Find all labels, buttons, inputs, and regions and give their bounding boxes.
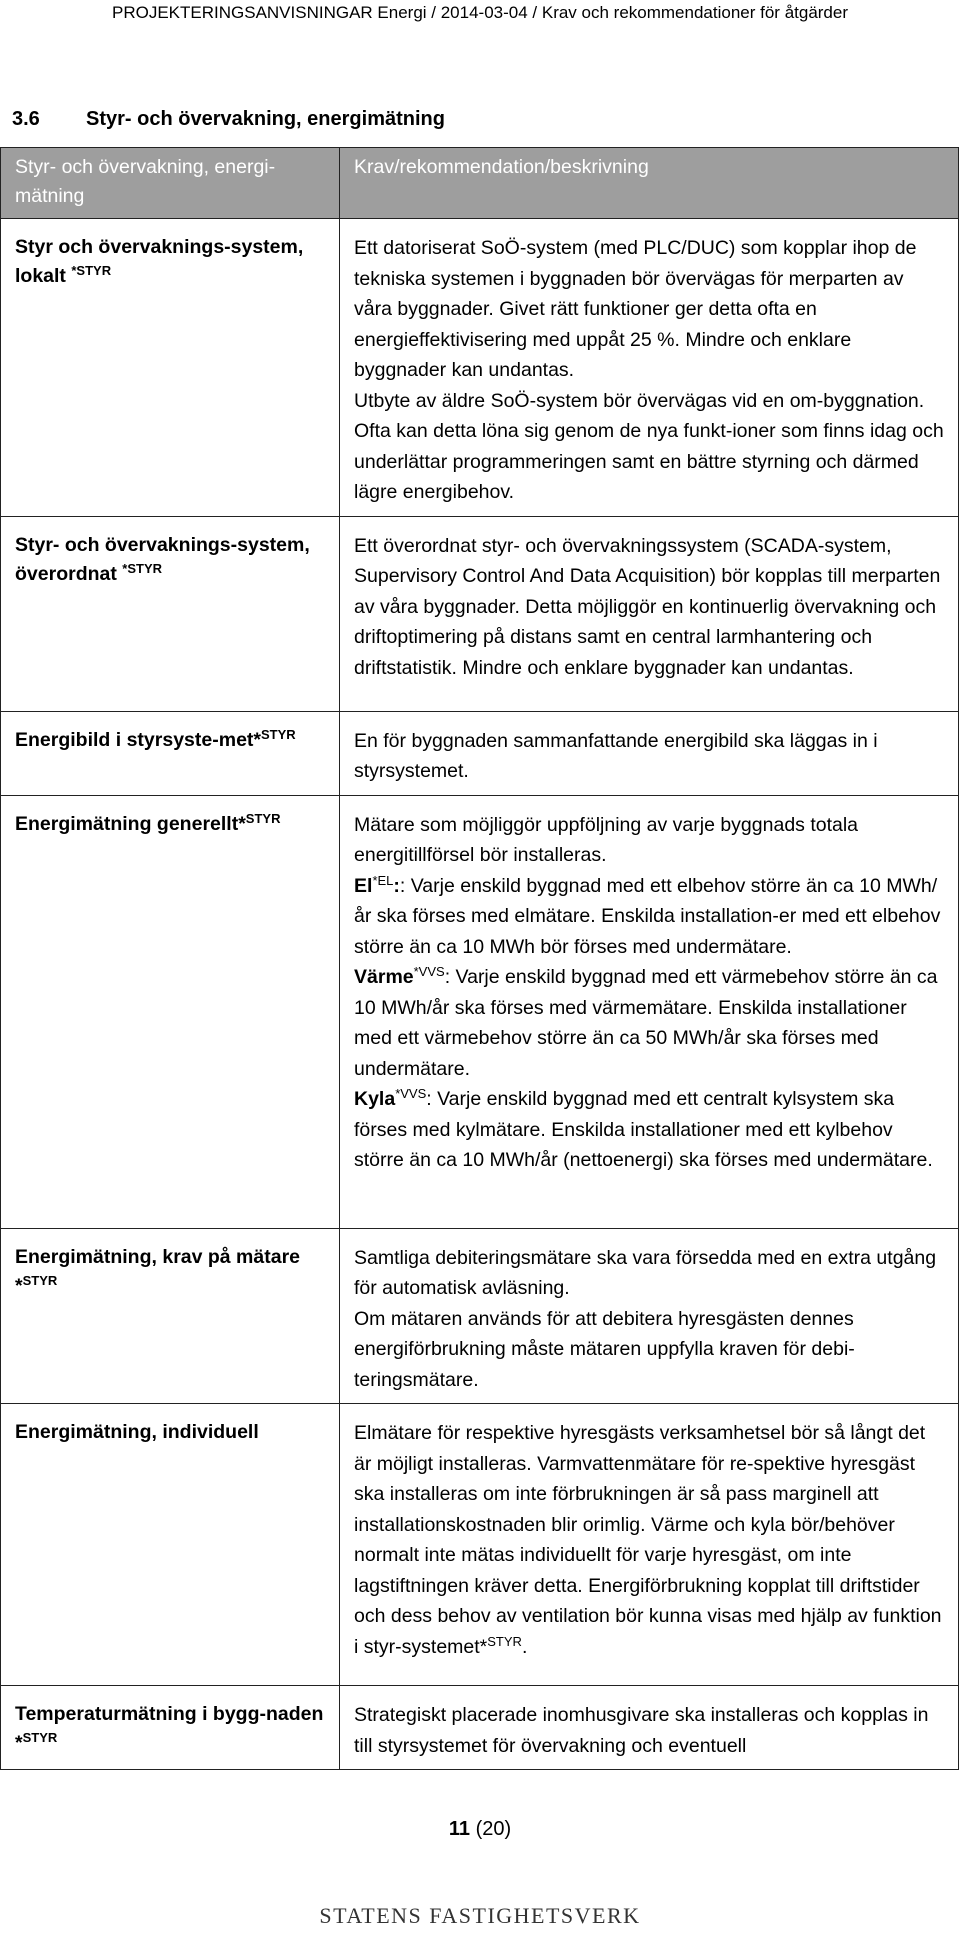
section-number: 3.6 xyxy=(12,108,40,130)
row-label: Temperaturmätning i bygg-naden *$^{STYR}$ xyxy=(1,1686,340,1770)
row-description: Ett överordnat styr- och övervakningssystem (SCADA-system, Supervisory Control And Data Acquisition) bör kopplas till merparten av våra byggnader. Detta möjliggör en kontinuerlig övervakning och driftoptimering på distans samt en central larmhantering och driftstatistik. Mindre och enklare byggnader kan undantas. xyxy=(340,516,959,711)
col2-header: Krav/rekommendation/beskrivning xyxy=(340,148,959,219)
label-sup: STYR xyxy=(245,810,281,826)
table-row xyxy=(1,711,959,795)
row-description: Samtliga debiteringsmätare ska vara försedda med en extra utgång för automatisk avläsning. Om mätaren används för att debitera hyresgästen dennes energiförbrukning måste mätaren uppfylla kraven för debi-teringsmätare. xyxy=(340,1228,959,1404)
row-label: Styr och övervaknings-system, lokalt $^{*STYR}$ xyxy=(1,219,340,517)
section-heading xyxy=(12,108,445,131)
el-text: : Varje enskild byggnad med ett elbehov större än ca 10 MWh/år ska förses med elmätare. Enskilda installation-er med ett elbehov större än ca 10 MWh bör förses med undermätare. xyxy=(354,874,941,958)
varme-text: : Varje enskild byggnad med ett värmebehov större än ca 10 MWh/år ska förses med värmemätare. Enskilda installationer med ett värmebehov större än ca 50 MWh/år ska förses med undermätare. xyxy=(354,966,938,1080)
table-row xyxy=(1,1228,959,1404)
statens-fastighetsverk-logo: STATENS FASTIGHETSVERK xyxy=(319,1903,641,1928)
row-description: En för byggnaden sammanfattande energibild ska läggas in i styrsystemet. xyxy=(340,711,959,795)
row-description: Ett datoriserat SoÖ-system (med PLC/DUC) som kopplar ihop de tekniska systemen i byggnaden bör övervägas för merparten av våra byggnader. Givet rätt funktioner ger detta ofta en energieffektivisering med uppåt 25 %. Mindre och enklare byggnader kan undantas. Utbyte av äldre SoÖ-system bör övervägas vid en om-byggnation. Ofta kan detta löna sig genom de nya funkt-ioner som finns idag och underlättar programmeringen samt en bättre styrning och därmed lägre energibehov. xyxy=(340,219,959,517)
kyla-text: : Varje enskild byggnad med ett centralt kylsystem ska förses med kylmätare. Enskilda installationer med ett kylbehov större än ca 10 MWh/år (nettoenergi) ska förses med undermätare. xyxy=(354,1088,933,1171)
running-header: PROJEKTERINGSANVISNINGAR Energi / 2014-03-04 / Krav och rekommendationer för åtgärder xyxy=(111,3,849,22)
row-description: Mätare som möjliggör uppföljning av varje byggnads totala energitillförsel bör installeras. $El^{*EL}$:: Varje enskild byggnad med ett elbehov större än ca 10 MWh/år ska förses med elmätare. Enskilda installation-er med ett elbehov större än ca 10 MWh bör förses med undermätare. Värme$^{*VVS}$: Varje enskild byggnad med ett värmebehov större än ca 10 MWh/år ska förses med värmemätare. Enskilda installationer med ett värmebehov större än ca 50 MWh/år ska förses med undermätare. Kyla$^{*VVS}$: Varje enskild byggnad med ett centralt kylsystem ska förses med kylmätare. Enskilda installationer med ett kylbehov större än ca 10 MWh/år (nettoenergi) ska förses med undermätare. xyxy=(340,795,959,1228)
row-label: Energimätning generellt*$^{STYR}$ xyxy=(1,795,340,1228)
row-description: Elmätare för respektive hyresgästs verksamhetsel bör så långt det är möjligt installeras. Varmvattenmätare för re-spektive hyresgäst ska installeras om inte förbrukningen är så pass marginell att installationskostnaden blir orimlig. Värme och kyla bör/behöver normalt inte mätas individuellt för varje hyresgäst, om inte lagstiftningen kräver detta. Energiförbrukning kopplat till driftstider och dess behov av ventilation bör kunna visas med hjälp av funktion i styr-systemet*$^{STYR}$. xyxy=(340,1404,959,1686)
row-label: Energimätning, krav på mätare *$^{STYR}$ xyxy=(1,1228,340,1404)
requirements-table xyxy=(0,147,959,1770)
table-row xyxy=(1,516,959,711)
table-row xyxy=(1,1404,959,1686)
row-label: Styr- och övervaknings-system, överordnat $^{*STYR}$ xyxy=(1,516,340,711)
label-sup: STYR xyxy=(22,1730,58,1745)
label-sup: STYR xyxy=(261,726,296,742)
page-total: (20) xyxy=(475,1818,512,1840)
label-sup: *STYR xyxy=(71,263,112,278)
table-row xyxy=(1,795,959,1228)
table-row xyxy=(1,1686,959,1770)
label-sup: *STYR xyxy=(122,560,163,576)
table-header-row xyxy=(1,148,959,219)
label-sup: STYR xyxy=(22,1272,58,1288)
row-description: Strategiskt placerade inomhusgivare ska installeras och kopplas in till styrsystemet för övervakning och eventuell xyxy=(340,1686,959,1770)
row-label: Energimätning, individuell xyxy=(1,1404,340,1686)
page-current: 11 xyxy=(448,1818,470,1840)
page-number xyxy=(0,1818,960,1841)
row-label: Energibild i styrsyste-met*$^{STYR}$ xyxy=(1,711,340,795)
section-title: Styr- och övervakning, energimätning xyxy=(86,108,445,130)
table-row xyxy=(1,219,959,517)
col1-header: Styr- och övervakning, energi-mätning xyxy=(1,148,340,219)
